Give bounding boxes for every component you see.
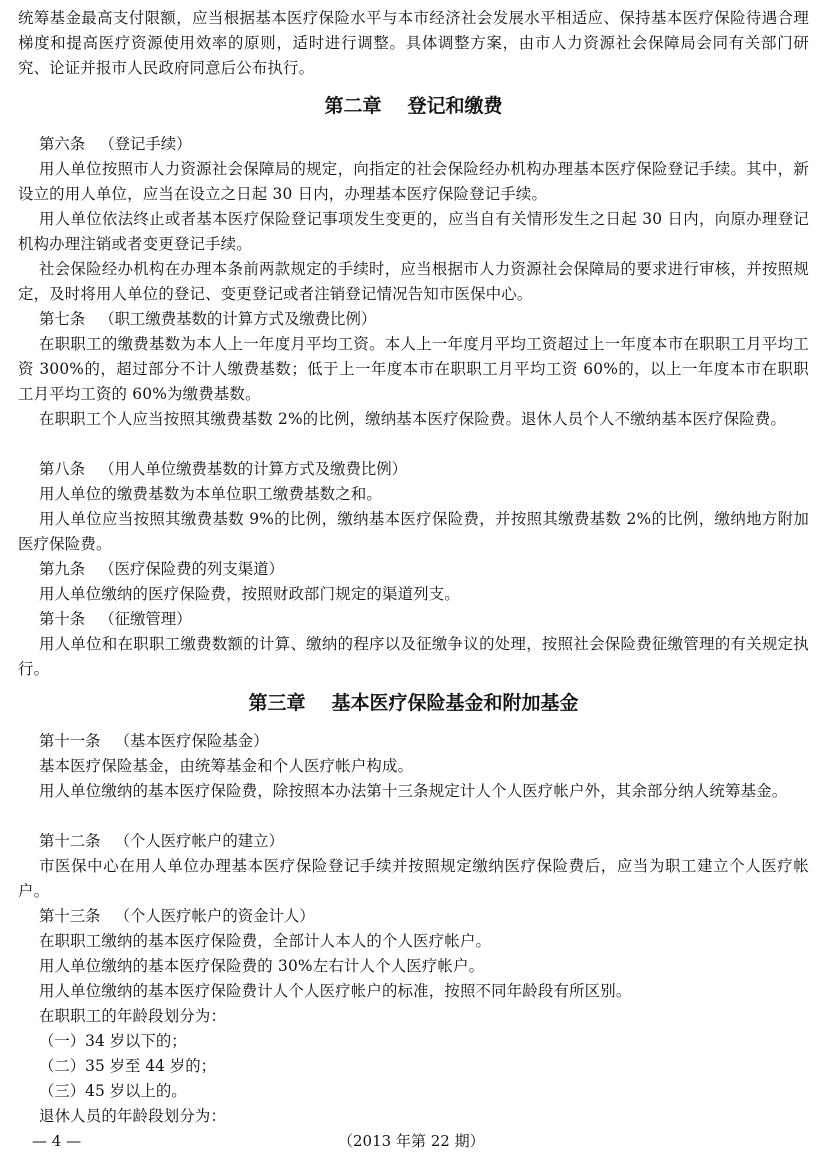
chapter-number: 第二章: [324, 95, 382, 117]
paragraph: 在职职工的年龄段划分为：: [39, 1007, 227, 1025]
chapter-heading-2: [0, 91, 827, 121]
list-item: （一）34 岁以下的；: [39, 1032, 187, 1050]
article-heading-12: [39, 829, 284, 854]
page-number: — 4 —: [32, 1132, 82, 1150]
article-number: 第十条: [39, 610, 86, 628]
article-number: 第九条: [39, 560, 86, 578]
paragraph: 在职职工的缴费基数为本人上一年度月平均工资。本人上一年度月平均工资超过上一年度本市在职职工月平均工资 300%的，超过部分不计人缴费基数；低于上一年度本市在职职工月平均工资 60%的，以上一年度本市在职职工月平均工资的 60%为缴费基数。: [18, 335, 809, 403]
chapter-number: 第三章: [248, 692, 306, 714]
article-title: （基本医疗保险基金）: [114, 732, 269, 750]
article-title: （职工缴费基数的计算方式及缴费比例）: [99, 310, 377, 328]
article-title: （个人医疗帐户的资金计人）: [114, 907, 315, 925]
paragraph: 在职职工个人应当按照其缴费基数 2%的比例，缴纳基本医疗保险费。退休人员个人不缴纳基本医疗保险费。: [39, 410, 787, 428]
paragraph: 用人单位缴纳的基本医疗保险费，除按照本办法第十三条规定计人个人医疗帐户外，其余部分纳人统筹基金。: [39, 782, 788, 800]
paragraph: 用人单位缴纳的基本医疗保险费的 30%左右计人个人医疗帐户。: [39, 957, 485, 975]
article-heading-6: [39, 132, 192, 157]
article-number: 第十二条: [39, 832, 101, 850]
paragraph: 用人单位缴纳的医疗保险费，按照财政部门规定的渠道列支。: [39, 585, 460, 603]
article-number: 第八条: [39, 460, 86, 478]
article-title: （征缴管理）: [99, 610, 192, 628]
article-title: （个人医疗帐户的建立）: [114, 832, 284, 850]
article-heading-13: [39, 904, 315, 929]
paragraph: 市医保中心在用人单位办理基本医疗保险登记手续并按照规定缴纳医疗保险费后，应当为职工建立个人医疗帐户。: [18, 857, 809, 900]
article-heading-8: [39, 457, 407, 482]
article-number: 第六条: [39, 135, 86, 153]
article-number: 第十三条: [39, 907, 101, 925]
chapter-title: 登记和缴费: [407, 95, 503, 117]
paragraph: 用人单位和在职职工缴费数额的计算、缴纳的程序以及征缴争议的处理，按照社会保险费征缴管理的有关规定执行。: [18, 635, 809, 678]
article-heading-10: [39, 607, 192, 632]
list-item: （三）45 岁以上的。: [39, 1082, 187, 1100]
article-heading-9: [39, 557, 284, 582]
paragraph: 用人单位应当按照其缴费基数 9%的比例，缴纳基本医疗保险费，并按照其缴费基数 2%的比例，缴纳地方附加医疗保险费。: [18, 510, 809, 553]
list-item: （二）35 岁至 44 岁的；: [39, 1057, 216, 1075]
paragraph: 用人单位的缴费基数为本单位职工缴费基数之和。: [39, 485, 382, 503]
article-number: 第十一条: [39, 732, 101, 750]
article-number: 第七条: [39, 310, 86, 328]
paragraph: 用人单位依法终止或者基本医疗保险登记事项发生变更的，应当自有关情形发生之日起 30 日内，向原办理登记机构办理注销或者变更登记手续。: [18, 210, 809, 253]
paragraph: 用人单位按照市人力资源社会保障局的规定，向指定的社会保险经办机构办理基本医疗保险登记手续。其中，新设立的用人单位，应当在设立之日起 30 日内，办理基本医疗保险登记手续。: [18, 160, 809, 203]
chapter-title: 基本医疗保险基金和附加基金: [331, 692, 579, 714]
issue-label: （2013 年第 22 期）: [338, 1132, 485, 1150]
paragraph: 退休人员的年龄段划分为：: [39, 1107, 227, 1125]
article-heading-7: [39, 307, 376, 332]
paragraph: 统筹基金最高支付限额，应当根据基本医疗保险水平与本市经济社会发展水平相适应、保持基本医疗保险待遇合理梯度和提高医疗资源使用效率的原则，适时进行调整。具体调整方案，由市人力资源社会保障局会同有关部门研究、论证并报市人民政府同意后公布执行。: [18, 9, 809, 77]
article-title: （医疗保险费的列支渠道）: [99, 560, 284, 578]
chapter-heading-3: [0, 688, 827, 718]
article-title: （登记手续）: [99, 135, 192, 153]
article-heading-11: [39, 729, 269, 754]
paragraph: 用人单位缴纳的基本医疗保险费计人个人医疗帐户的标准，按照不同年龄段有所区别。: [39, 982, 632, 1000]
paragraph: 在职职工缴纳的基本医疗保险费，全部计人本人的个人医疗帐户。: [39, 932, 492, 950]
article-title: （用人单位缴费基数的计算方式及缴费比例）: [99, 460, 408, 478]
paragraph: 社会保险经办机构在办理本条前两款规定的手续时，应当根据市人力资源社会保障局的要求进行审核，并按照规定，及时将用人单位的登记、变更登记或者注销登记情况告知市医保中心。: [18, 260, 809, 303]
paragraph: 基本医疗保险基金，由统筹基金和个人医疗帐户构成。: [39, 757, 414, 775]
